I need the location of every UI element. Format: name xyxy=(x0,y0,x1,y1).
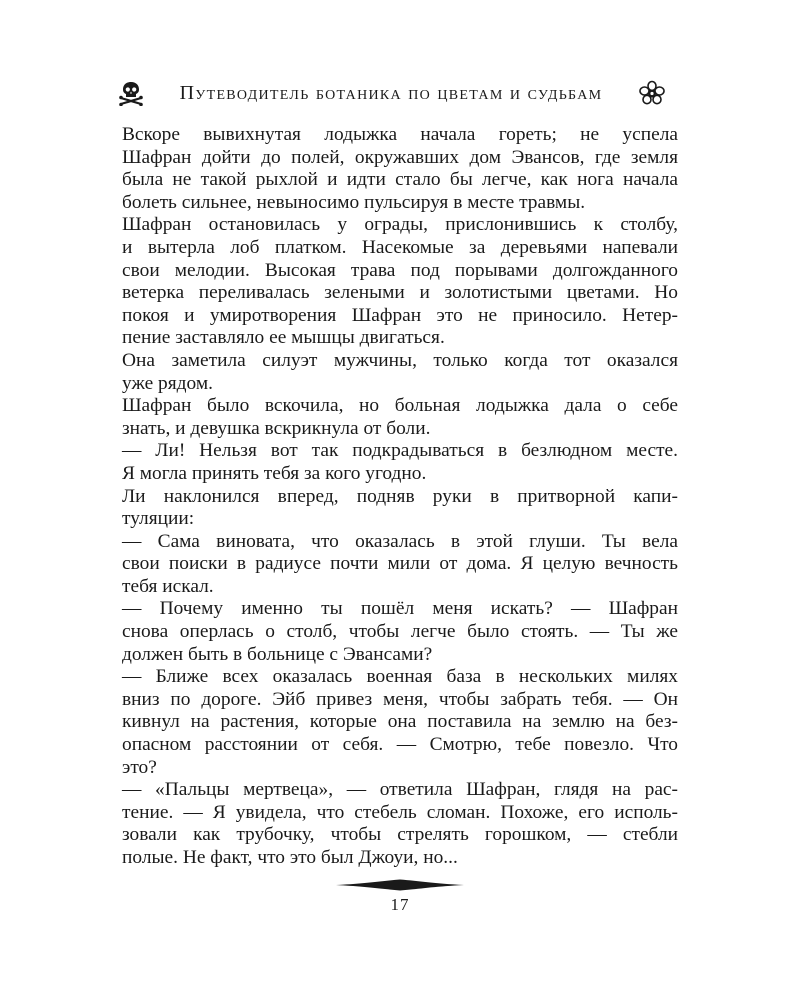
text-line: свои мелодии. Высокая трава под порывами долгожданного xyxy=(122,259,678,281)
text-line: Я могла принять тебя за кого угодно. xyxy=(122,462,427,484)
text-line: полые. Не факт, что это был Джоуи, но... xyxy=(122,847,458,868)
text-line: свои поиски в радиусе почти мили от дома. Я целую вечность xyxy=(122,553,678,575)
text-line: болеть сильнее, невыносимо пульсируя в месте травмы. xyxy=(122,191,586,213)
text-line: пение заставляло ее мышцы двигаться. xyxy=(122,327,445,349)
text-line: — Ли! Нельзя вот так подкрадываться в безлюдном месте. xyxy=(122,440,678,462)
text-line: уже рядом. xyxy=(122,372,213,394)
text-line: Шафран остановилась у ограды, прислонившись к столбу, xyxy=(122,214,678,236)
text-line: Шафран было вскочила, но больная лодыжка дала о себе xyxy=(122,395,678,417)
body-text xyxy=(122,124,678,870)
text-line: снова оперлась о столб, чтобы легче было стоять. — Ты же xyxy=(122,621,678,643)
text-line: знать, и девушка вскрикнула от боли. xyxy=(122,417,431,439)
text-line: тебя искал. xyxy=(122,575,214,597)
text-line: Вскоре вывихнутая лодыжка начала гореть; не успела xyxy=(122,124,678,145)
text-line: покоя и умиротворения Шафран это не приносило. Нетер- xyxy=(122,304,678,326)
text-line: Она заметила силуэт мужчины, только когда тот оказался xyxy=(122,349,678,371)
text-line: кивнул на растения, которые она поставила на землю на без- xyxy=(122,711,678,733)
text-line: Ли наклонился вперед, подняв руки в притворной капи- xyxy=(122,485,678,507)
text-line: зовали как трубочку, чтобы стрелять горошком, — стебли xyxy=(122,824,678,846)
text-line: Шафран дойти до полей, окружавших дом Эвансов, где земля xyxy=(122,146,678,168)
text-line: ветерка переливалась зелеными и золотистыми цветами. Но xyxy=(122,282,678,304)
text-line: тение. — Я увидела, что стебель сломан. Похоже, его исполь- xyxy=(122,801,678,823)
text-line: должен быть в больнице с Эвансами? xyxy=(122,643,433,665)
flower-icon xyxy=(638,80,666,106)
text-line: — Ближе всех оказалась военная база в нескольких милях xyxy=(122,666,678,688)
book-title: Путеводитель ботаника по цветам и судьбам xyxy=(179,81,603,104)
skull-crossbones-icon xyxy=(118,80,144,106)
text-line: была не такой рыхлой и идти стало бы легче, как нога начала xyxy=(122,169,678,191)
text-line: — «Пальцы мертвеца», — ответила Шафран, глядя на рас- xyxy=(122,779,678,801)
text-line: и вытерла лоб платком. Насекомые за деревьями напевали xyxy=(122,236,678,258)
page-number: 17 xyxy=(390,895,410,914)
text-line: это? xyxy=(122,756,157,778)
text-line: опасном расстоянии от себя. — Смотрю, тебе повезло. Что xyxy=(122,734,678,756)
text-line: — Почему именно ты пошёл меня искать? — Шафран xyxy=(122,598,678,620)
text-line: — Сама виновата, что оказалась в этой глуши. Ты вела xyxy=(122,530,678,552)
running-header xyxy=(118,76,666,110)
text-line: вниз по дороге. Эйб привез меня, чтобы забрать тебя. — Он xyxy=(122,688,678,710)
text-line: туляции: xyxy=(122,508,195,530)
